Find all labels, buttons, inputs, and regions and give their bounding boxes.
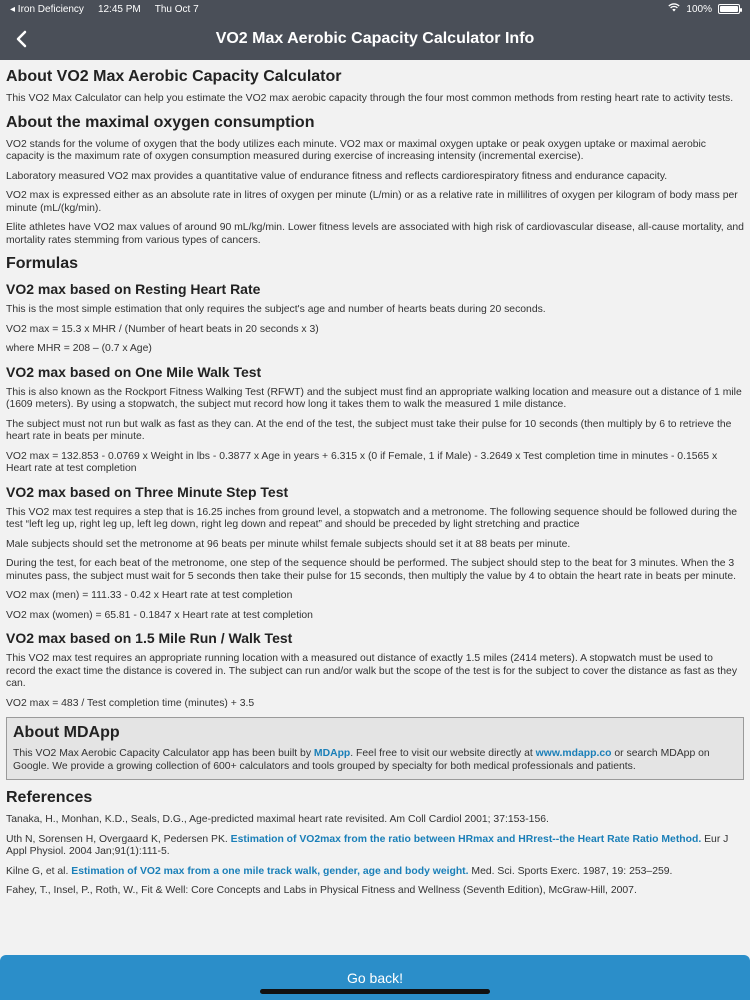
reference-text: Eur J Appl Physiol. 2004 Jan;91(1):111-5. bbox=[6, 833, 729, 857]
step-test-heading: VO2 max based on Three Minute Step Test bbox=[6, 483, 289, 500]
mdapp-link[interactable]: MDApp bbox=[313, 748, 351, 759]
mile-walk-p2: The subject must not run but walk as fast as they can. At the end of the test, the subject must take their pulse for 10 seconds (then multiply by 6 to retrieve the heart rate in beats per minute. bbox=[6, 418, 732, 442]
mdapp-text-part: or search MDApp on Google. We provide a growing collection of 600+ calculators and tools grouped by specialty for both medical professionals and patients. bbox=[13, 748, 710, 772]
resting-hr-formula: VO2 max = 15.3 x MHR / (Number of heart beats in 20 seconds x 3) bbox=[6, 323, 319, 335]
run-walk-p1: This VO2 max test requires an appropriate running location with a measured out distance of exactly 1.5 miles (2414 meters). A stopwatch must be used to record the exact time the distance is covered in. The subject can run and/or walk but the scope of the test is for the subject to cover the distance as fast as they can. bbox=[6, 653, 738, 689]
reference-2 bbox=[6, 834, 744, 859]
step-test-formula-women: VO2 max (women) = 65.81 - 0.1847 x Heart rate at test completion bbox=[6, 609, 313, 621]
mile-walk-formula: VO2 max = 132.853 - 0.0769 x Weight in lbs - 0.3877 x Age in years + 6.315 x (0 if Female, 1 if Male) - 3.2649 x Test completion time in minutes - 0.1565 x Heart rate at test completion bbox=[6, 450, 718, 474]
chevron-left-icon bbox=[15, 30, 27, 48]
step-test-p3: During the test, for each beat of the metronome, one step of the sequence should be performed. The subject should step to the beat for 3 minutes. When the 3 minutes pass, the subject must wait for 5 seconds then take their pulse for 15 seconds, then multiply the value by 4 to obtain the heart rate in beats per minute. bbox=[6, 558, 737, 582]
battery-icon bbox=[718, 4, 740, 14]
about-mdapp-text bbox=[13, 748, 737, 773]
reference-text: Kilne G, et al. bbox=[6, 865, 72, 877]
home-indicator bbox=[260, 989, 490, 994]
mdapp-website-link[interactable]: www.mdapp.co bbox=[535, 748, 612, 759]
about-mdapp-box bbox=[6, 717, 744, 780]
references-heading: References bbox=[6, 789, 93, 806]
about-oxygen-p2: Laboratory measured VO2 max provides a quantitative value of endurance fitness and reflects cardiorespiratory fitness and endurance capacity. bbox=[6, 170, 668, 182]
reference-2-link[interactable]: Estimation of VO2max from the ratio between HRmax and HRrest--the Heart Rate Ratio Method. bbox=[230, 833, 702, 845]
about-oxygen-heading: About the maximal oxygen consumption bbox=[6, 113, 315, 131]
status-date: Thu Oct 7 bbox=[154, 3, 199, 15]
about-calculator-text: This VO2 Max Calculator can help you estimate the VO2 max aerobic capacity through the four most common methods from resting heart rate to activity tests. bbox=[6, 93, 734, 104]
mile-walk-p1: This is also known as the Rockport Fitness Walking Test (RFWT) and the subject must find an appropriate walking location and measure out a distance of 1 mile (1609 meters). By using a stopwatch, the subject mut record how long it takes them to walk the measured 1 mile distance. bbox=[6, 386, 742, 410]
battery-percent: 100% bbox=[686, 3, 712, 15]
navigation-bar bbox=[0, 18, 750, 60]
resting-hr-heading: VO2 max based on Resting Heart Rate bbox=[6, 281, 261, 297]
page-title: VO2 Max Aerobic Capacity Calculator Info bbox=[215, 30, 535, 47]
reference-text: Med. Sci. Sports Exerc. 1987, 19: 253–259. bbox=[468, 865, 673, 877]
reference-1: Tanaka, H., Monhan, K.D., Seals, D.G., Age-predicted maximal heart rate revisited. Am Coll Cardiol 2001; 37:153-156. bbox=[6, 814, 549, 825]
back-button[interactable] bbox=[8, 26, 34, 52]
resting-hr-mhr: where MHR = 208 – (0.7 x Age) bbox=[6, 343, 152, 354]
about-oxygen-p3: VO2 max is expressed either as an absolute rate in litres of oxygen per minute (L/min) or as a relative rate in millilitres of oxygen per kilogram of body mass per minute (mL/(kg/min). bbox=[6, 190, 738, 214]
reference-3-link[interactable]: Estimation of VO2 max from a one mile track walk, gender, age and body weight. bbox=[71, 865, 469, 877]
run-walk-formula: VO2 max = 483 / Test completion time (minutes) + 3.5 bbox=[6, 697, 255, 709]
mdapp-text-part: . Feel free to visit our website directly at bbox=[350, 748, 536, 759]
status-bar bbox=[0, 0, 750, 18]
mile-walk-heading: VO2 max based on One Mile Walk Test bbox=[6, 363, 262, 380]
about-oxygen-p1: VO2 stands for the volume of oxygen that the body utilizes each minute. VO2 max or maximal oxygen uptake or peak oxygen uptake or maximal aerobic capacity is the maximum rate of oxygen consumption measured during exercise of increasing intensity (incremental exercise). bbox=[6, 138, 707, 162]
back-to-app-link[interactable]: ◂ Iron Deficiency bbox=[10, 3, 84, 15]
about-calculator-heading: About VO2 Max Aerobic Capacity Calculator bbox=[6, 68, 342, 85]
resting-hr-p1: This is the most simple estimation that only requires the subject's age and number of hearts beats during 20 seconds. bbox=[6, 304, 546, 315]
status-time: 12:45 PM bbox=[97, 3, 141, 15]
reference-3 bbox=[6, 866, 744, 879]
step-test-p1: This VO2 max test requires a step that is 16.25 inches from ground level, a stopwatch and a metronome. The following sequence should be followed during the test “left leg up, right leg up, left leg down, right leg down and repeat” and should be preceded by light stretching and practice bbox=[6, 506, 738, 530]
info-content[interactable] bbox=[0, 60, 750, 955]
about-oxygen-p4: Elite athletes have VO2 max values of around 90 mL/kg/min. Lower fitness levels are associated with high risk of cardiovascular disease, all-cause mortality, and mortality rates stemming from various types of cancers. bbox=[6, 222, 744, 246]
wifi-icon bbox=[668, 3, 680, 15]
reference-4: Fahey, T., Insel, P., Roth, W., Fit & Well: Core Concepts and Labs in Physical Fitness and Wellness (Seventh Edition), McGraw-Hill, 2007. bbox=[6, 885, 637, 896]
step-test-p2: Male subjects should set the metronome at 96 beats per minute whilst female subjects should set it at 88 beats per minute. bbox=[6, 538, 571, 550]
formulas-heading: Formulas bbox=[6, 255, 79, 272]
step-test-formula-men: VO2 max (men) = 111.33 - 0.42 x Heart rate at test completion bbox=[6, 590, 293, 601]
go-back-button[interactable]: Go back! bbox=[0, 955, 750, 1000]
reference-text: Uth N, Sorensen H, Overgaard K, Pedersen PK. bbox=[6, 833, 231, 845]
about-mdapp-heading: About MDApp bbox=[13, 724, 120, 741]
run-walk-heading: VO2 max based on 1.5 Mile Run / Walk Test bbox=[6, 630, 293, 646]
mdapp-text-part: This VO2 Max Aerobic Capacity Calculator app has been built by bbox=[13, 748, 314, 759]
